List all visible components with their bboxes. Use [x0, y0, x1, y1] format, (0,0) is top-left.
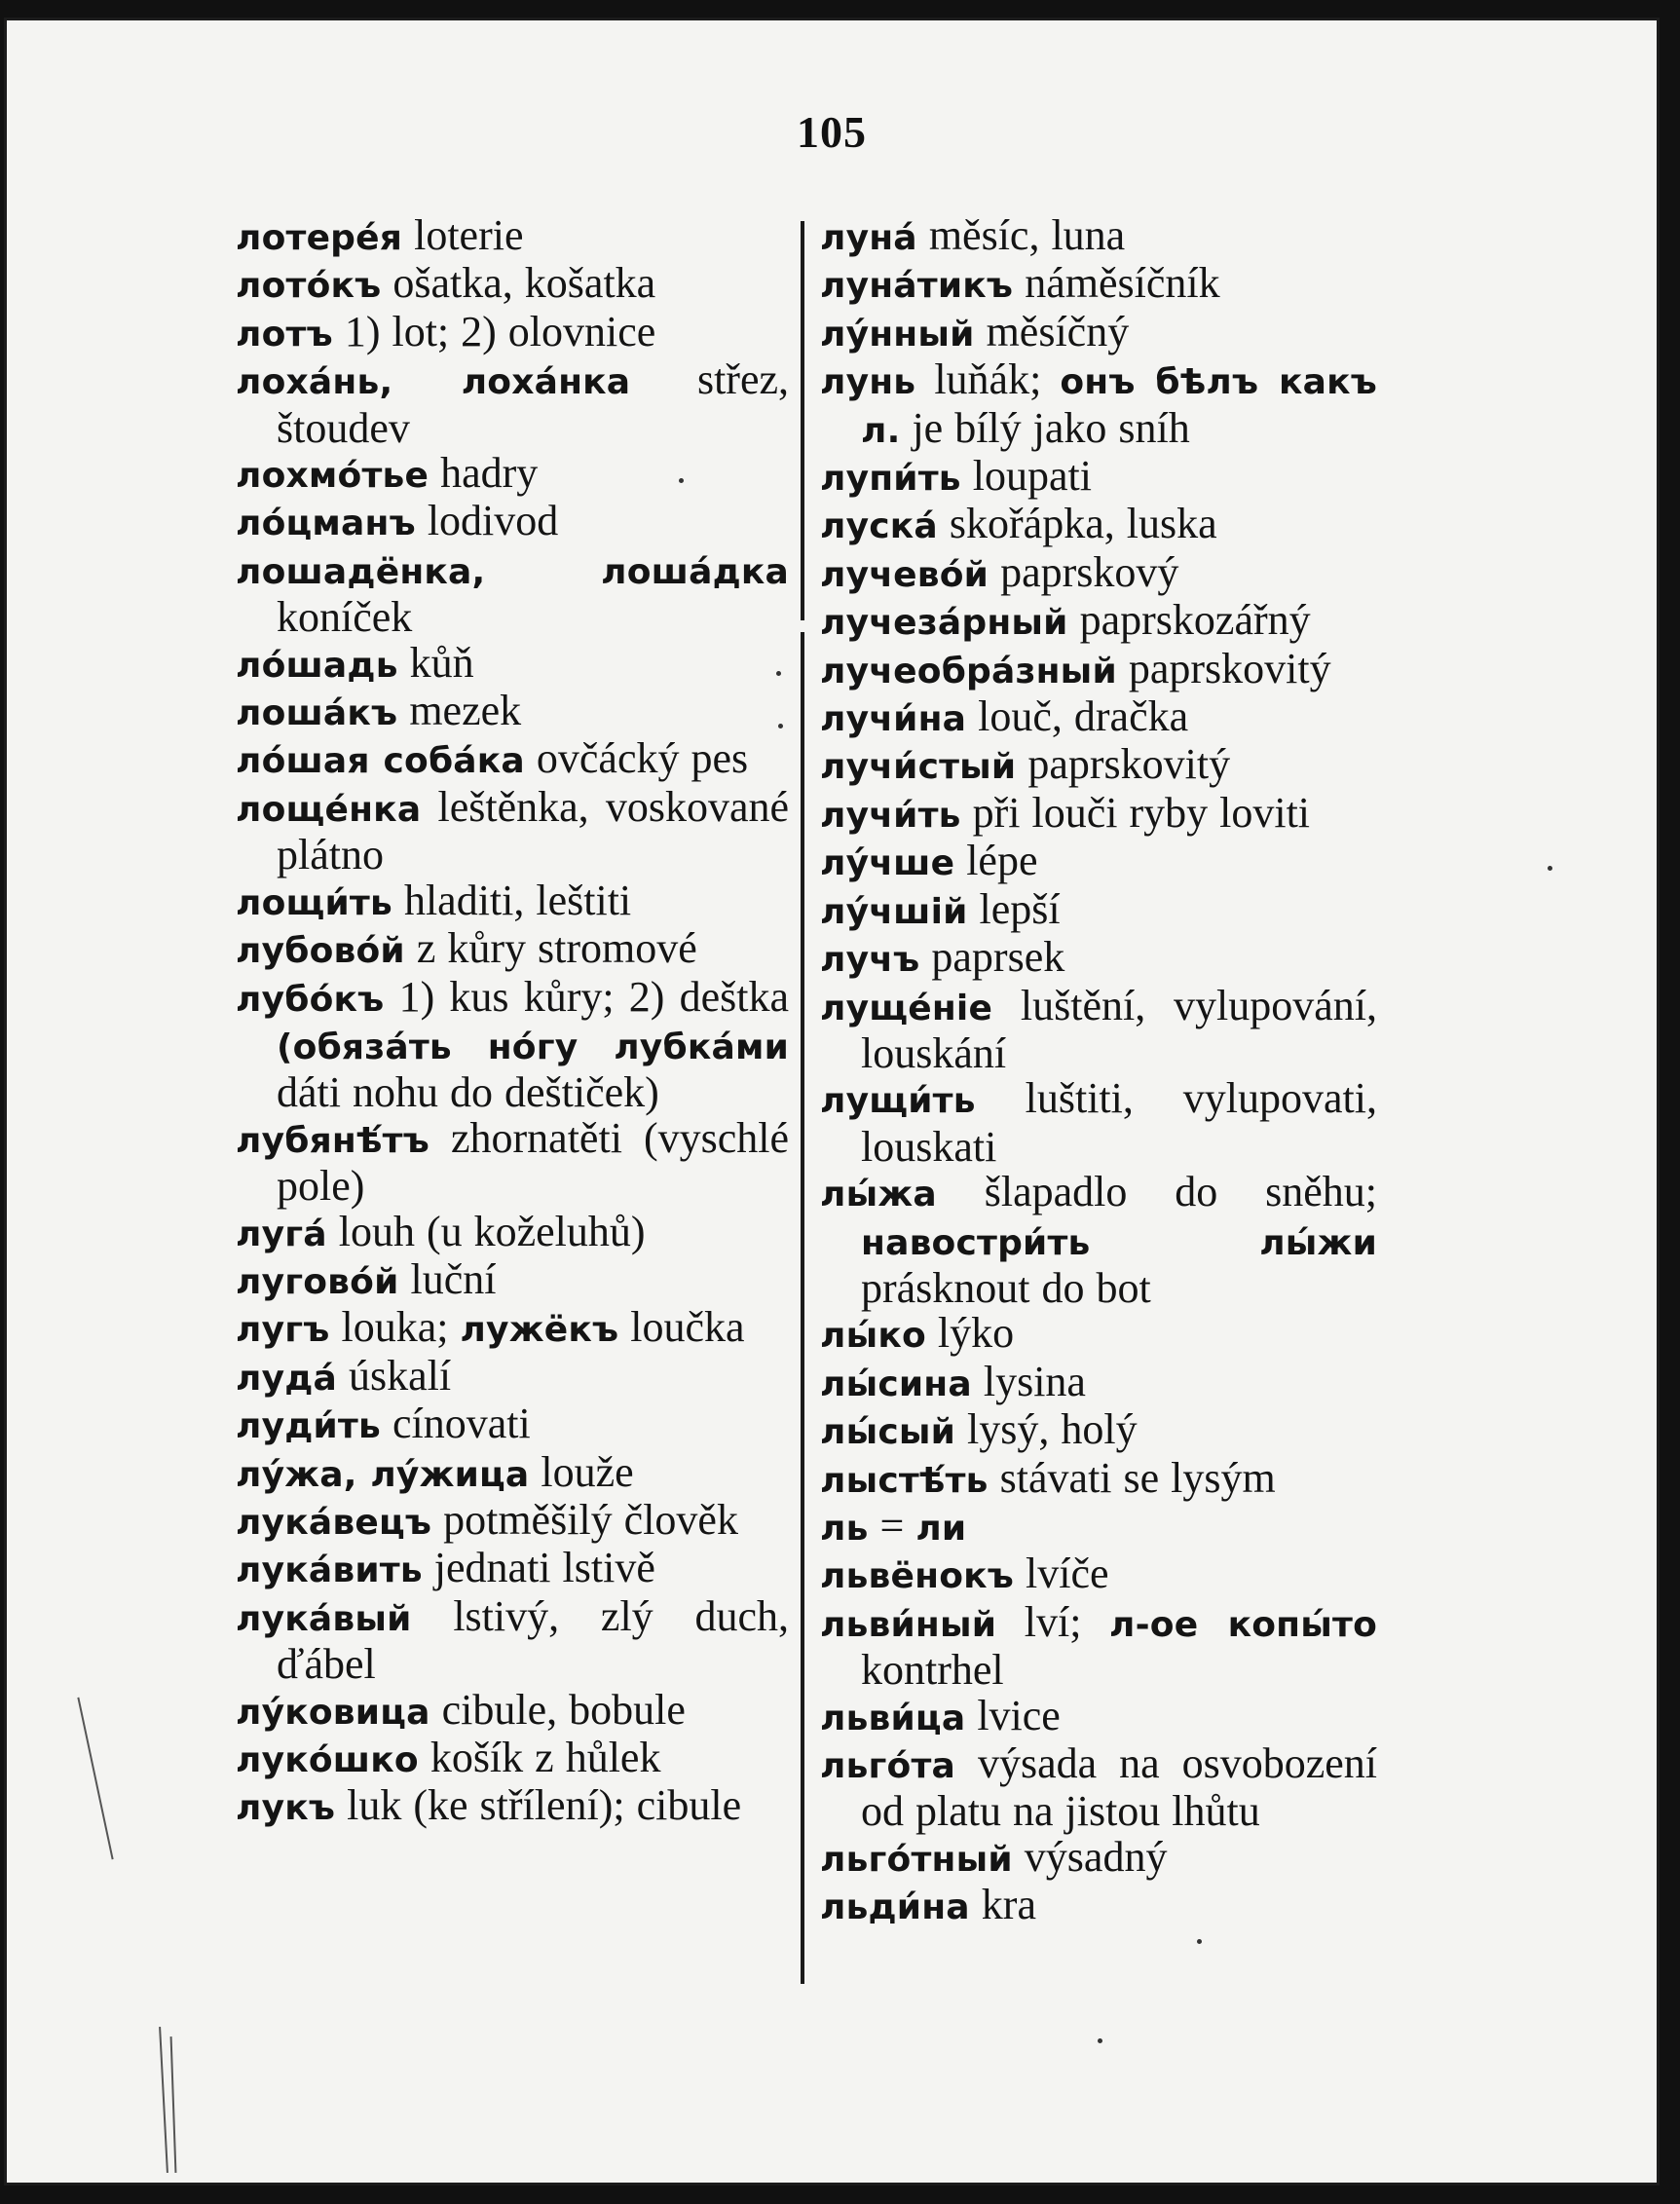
entry-headword: лошáкъ: [236, 693, 398, 734]
dictionary-entry: [820, 1832, 1377, 1883]
scan-artifact-line: [170, 2036, 177, 2173]
dictionary-entry: [820, 357, 1377, 454]
entry-headword: лóшадь: [236, 645, 398, 686]
entry-definition: loterie: [414, 211, 524, 259]
scan-artifact-line: [159, 2027, 168, 2173]
entry-definition: měsíčný: [986, 307, 1130, 355]
entry-definition: skořápka, luska: [949, 500, 1217, 548]
entry-headword: лощéнка: [236, 789, 422, 830]
entry-definition: lépe: [966, 837, 1038, 885]
dictionary-entry: [820, 1407, 1377, 1455]
entry-definition: potměšilý člověk: [443, 1495, 738, 1544]
dictionary-entry: [236, 1685, 789, 1736]
entry-headword: львёнокъ: [820, 1556, 1015, 1597]
dictionary-entry: [236, 307, 789, 357]
dictionary-entry: [236, 357, 789, 451]
dictionary-entry: [820, 1170, 1377, 1311]
entry-headword: лучевóй: [820, 554, 989, 595]
dictionary-entry: [236, 1254, 789, 1305]
dictionary-entry: [820, 1551, 1377, 1599]
entry-definition: =: [879, 1501, 905, 1550]
entry-definition: luštění, vylupování, louskání: [861, 981, 1377, 1077]
entry-definition: luční: [410, 1254, 497, 1303]
dictionary-entry: [820, 213, 1377, 261]
entry-definition: paprskozářný: [1079, 596, 1311, 645]
entry-definition: louže: [541, 1447, 634, 1496]
entry-headword: лучъ: [820, 940, 920, 981]
entry-definition: koníček: [277, 593, 413, 642]
dictionary-entry: [236, 1783, 789, 1831]
entry-definition: lysý, holý: [967, 1405, 1138, 1454]
dictionary-entry: [820, 884, 1377, 935]
entry-headword: лугъ: [236, 1310, 330, 1351]
dictionary-entry: [820, 1453, 1377, 1504]
entry-headword: лýжа, лýжица: [236, 1454, 530, 1495]
entry-headword: лы́сина: [820, 1363, 972, 1404]
entry-headword: лускá: [820, 506, 938, 547]
entry-definition: lýko: [937, 1309, 1015, 1358]
dictionary-entry: [236, 1591, 789, 1689]
entry-headword: льви́ный: [820, 1604, 997, 1645]
dictionary-entry: [820, 981, 1377, 1077]
dictionary-entry: [820, 261, 1377, 309]
dictionary-entry: [820, 694, 1377, 742]
entry-headword: лубовóй: [236, 931, 405, 972]
dictionary-entry: [820, 598, 1377, 646]
entry-definition: výsada na osvobození od platu na jistou lhůtu: [861, 1739, 1377, 1836]
entry-headword: лýковица: [236, 1692, 430, 1733]
entry-definition: lvíče: [1026, 1550, 1109, 1598]
entry-headword: лунáтикъ: [820, 266, 1014, 307]
entry-headword: лýчше: [820, 843, 955, 884]
entry-headword: лóцманъ: [236, 504, 416, 544]
dictionary-page: [4, 18, 1660, 2185]
dictionary-entry: [236, 1401, 789, 1449]
entry-definition: stávati se lysým: [999, 1453, 1276, 1502]
entry-definition: lvice: [977, 1691, 1061, 1739]
entry-headword: лучеобрáзный: [820, 651, 1117, 691]
dictionary-entry: [820, 1597, 1378, 1695]
entry-definition: hladiti, leštiti: [403, 876, 632, 924]
entry-headword: лучи́стый: [820, 747, 1017, 788]
entry-headword: луговóй: [236, 1261, 399, 1302]
dictionary-entry: [820, 454, 1377, 502]
entry-definition: ošatka, košatka: [392, 259, 656, 308]
entry-definition: cínovati: [392, 1400, 531, 1448]
dictionary-entry: [236, 499, 789, 546]
dictionary-entry: [820, 935, 1377, 983]
entry-headword: лучезáрный: [820, 603, 1068, 644]
dictionary-entry: [820, 839, 1377, 886]
entry-definition: lysina: [983, 1357, 1086, 1405]
entry-headword: лотóкъ: [236, 266, 382, 307]
entry-headword: лущи́ть: [820, 1081, 976, 1122]
dictionary-entry: [820, 1691, 1377, 1741]
entry-headword: лупи́ть: [820, 459, 961, 500]
dictionary-entry: [820, 1501, 1377, 1551]
entry-headword: лохмóтье: [236, 456, 429, 497]
entry-headword: лотерéя: [236, 218, 403, 258]
dictionary-entry: [820, 1076, 1377, 1170]
entry-headword: лучи́на: [820, 699, 967, 740]
left-column: [236, 213, 789, 1832]
entry-headword: лучи́ть: [820, 795, 961, 836]
entry-definition: loupati: [972, 452, 1092, 501]
dictionary-entry: [820, 644, 1377, 694]
entry-definition: paprskovitý: [1027, 740, 1231, 789]
entry-headword: лы́сый: [820, 1412, 956, 1453]
entry-definition: zhornatěti (vyschlé pole): [277, 1113, 789, 1211]
entry-headword: льгóтный: [820, 1839, 1013, 1880]
dictionary-entry: [236, 1351, 789, 1401]
dictionary-entry: [820, 547, 1377, 598]
entry-definition: 1) lot; 2) olovnice: [344, 307, 656, 355]
dictionary-entry: [236, 1207, 789, 1257]
entry-definition: louh (u koželuhů): [338, 1207, 646, 1255]
entry-headword: льви́ца: [820, 1698, 966, 1738]
right-column: [820, 213, 1377, 1931]
entry-subheadword: (обязáть нóгу лубкáми: [277, 1027, 789, 1067]
entry-definition: lstivý, zlý duch, ďábel: [277, 1591, 789, 1689]
entry-headword: лýнный: [820, 314, 975, 355]
entry-definition: cibule, bobule: [441, 1685, 686, 1734]
entry-definition: úskalí: [349, 1351, 452, 1400]
entry-definition: ovčácký pes: [536, 734, 749, 783]
entry-definition: při louči ryby loviti: [972, 788, 1311, 837]
entry-subdefinition: loučka: [630, 1303, 745, 1352]
scan-artifact-line: [77, 1698, 113, 1860]
entry-definition: lví;: [1024, 1597, 1082, 1646]
entry-definition: luňák;: [934, 355, 1042, 404]
entry-definition: košík z hůlek: [429, 1734, 661, 1781]
entry-headword: лощи́ть: [236, 882, 392, 923]
entry-definition: louč, dračka: [978, 692, 1189, 741]
entry-subdefinition: je bílý jako sníh: [912, 403, 1190, 452]
entry-headword: лы́ко: [820, 1316, 926, 1357]
dictionary-entry: [820, 742, 1377, 790]
entry-headword: лубянѣ́тъ: [236, 1120, 429, 1161]
dictionary-entry: [236, 972, 790, 1117]
entry-definition: luštiti, vylupovati, louskati: [861, 1074, 1378, 1171]
dictionary-entry: [236, 878, 789, 926]
entry-definition: paprskovitý: [1128, 644, 1331, 692]
entry-headword: лукóшко: [236, 1740, 419, 1780]
entry-subheadword: л-ое копы́то: [1109, 1604, 1378, 1645]
entry-headword: лущéніе: [820, 988, 993, 1028]
entry-subheadword: ли: [915, 1508, 967, 1549]
entry-definition: šlapadlo do sněhu;: [984, 1168, 1378, 1216]
entry-definition: luk (ke střílení); cibule: [347, 1781, 742, 1830]
entry-headword: лóшая собáка: [236, 741, 525, 782]
entry-headword: луди́ть: [236, 1406, 381, 1447]
dictionary-entry: [236, 547, 789, 641]
entry-headword: лукáвецъ: [236, 1502, 432, 1543]
column-divider-lower: [801, 632, 804, 1984]
entry-definition: paprsek: [931, 933, 1065, 982]
dictionary-entry: [236, 736, 789, 784]
dictionary-entry: [820, 1311, 1377, 1359]
dictionary-entry: [236, 1113, 789, 1211]
dictionary-entry: [236, 638, 789, 689]
entry-definition: louka;: [341, 1303, 449, 1352]
entry-definition: kůň: [409, 638, 474, 687]
column-divider-upper: [801, 221, 804, 620]
entry-definition: kra: [981, 1881, 1036, 1929]
entry-subheadword: лужёкъ: [460, 1310, 619, 1351]
entry-headword: лошадёнка, лошáдка: [236, 551, 789, 592]
dictionary-entry: [236, 782, 789, 879]
dictionary-entry: [236, 1305, 789, 1353]
entry-headword: лукáвить: [236, 1550, 423, 1591]
entry-headword: лохáнь, лохáнка: [236, 362, 631, 403]
entry-headword: льди́на: [820, 1887, 970, 1928]
entry-definition: lepší: [979, 884, 1061, 933]
entry-definition: hadry: [440, 449, 539, 498]
page-number: 105: [797, 107, 867, 157]
entry-subheadword: навостри́ть лы́жи: [861, 1222, 1377, 1263]
entry-definition: lodivod: [427, 497, 559, 545]
dictionary-entry: [236, 451, 789, 499]
entry-definition: 1) kus kůry; 2) deštka: [398, 972, 790, 1021]
entry-definition: mezek: [409, 687, 522, 735]
entry-headword: лýчшій: [820, 891, 968, 932]
dictionary-entry: [236, 1736, 789, 1783]
entry-subdefinition: prásknout do bot: [861, 1263, 1151, 1312]
entry-definition: měsíc, luna: [928, 211, 1126, 259]
dictionary-entry: [820, 1883, 1377, 1930]
entry-definition: výsadný: [1024, 1832, 1168, 1881]
entry-headword: лунь: [820, 362, 916, 403]
entry-headword: лукáвый: [236, 1598, 412, 1639]
entry-headword: лунá: [820, 218, 917, 258]
entry-headword: лы́жа: [820, 1175, 937, 1215]
entry-headword: лукъ: [236, 1788, 336, 1829]
entry-subdefinition: kontrhel: [861, 1646, 1004, 1695]
dictionary-entry: [236, 1495, 789, 1546]
entry-definition: z kůry stromové: [416, 924, 697, 973]
dictionary-entry: [820, 788, 1377, 839]
dictionary-entry: [236, 926, 789, 974]
entry-headword: льгóта: [820, 1746, 956, 1786]
dictionary-entry: [820, 502, 1377, 549]
entry-definition: střez, štoudev: [277, 355, 790, 452]
dictionary-entry: [236, 689, 789, 736]
entry-definition: náměsíčník: [1025, 259, 1220, 308]
entry-headword: ль: [820, 1508, 869, 1549]
entry-definition: jednati lstivě: [433, 1544, 655, 1592]
dictionary-entry: [236, 1447, 789, 1498]
dictionary-entry: [820, 1741, 1377, 1835]
dictionary-entry: [236, 1546, 789, 1593]
dictionary-entry: [236, 261, 789, 309]
entry-headword: лыстѣ́ть: [820, 1460, 989, 1501]
dictionary-entry: [820, 307, 1377, 357]
entry-subdefinition: dáti nohu do deštiček): [277, 1068, 659, 1117]
dictionary-entry: [236, 213, 789, 261]
dictionary-entry: [820, 1357, 1377, 1407]
entry-subheadword: онъ бѣлъ какъ л.: [861, 362, 1378, 451]
entry-headword: лугá: [236, 1214, 327, 1254]
entry-definition: leštěnka, voskované plátno: [277, 782, 789, 879]
entry-headword: лубóкъ: [236, 979, 385, 1020]
entry-headword: лудá: [236, 1358, 338, 1399]
entry-definition: paprskový: [1000, 547, 1179, 596]
entry-headword: лотъ: [236, 314, 333, 355]
